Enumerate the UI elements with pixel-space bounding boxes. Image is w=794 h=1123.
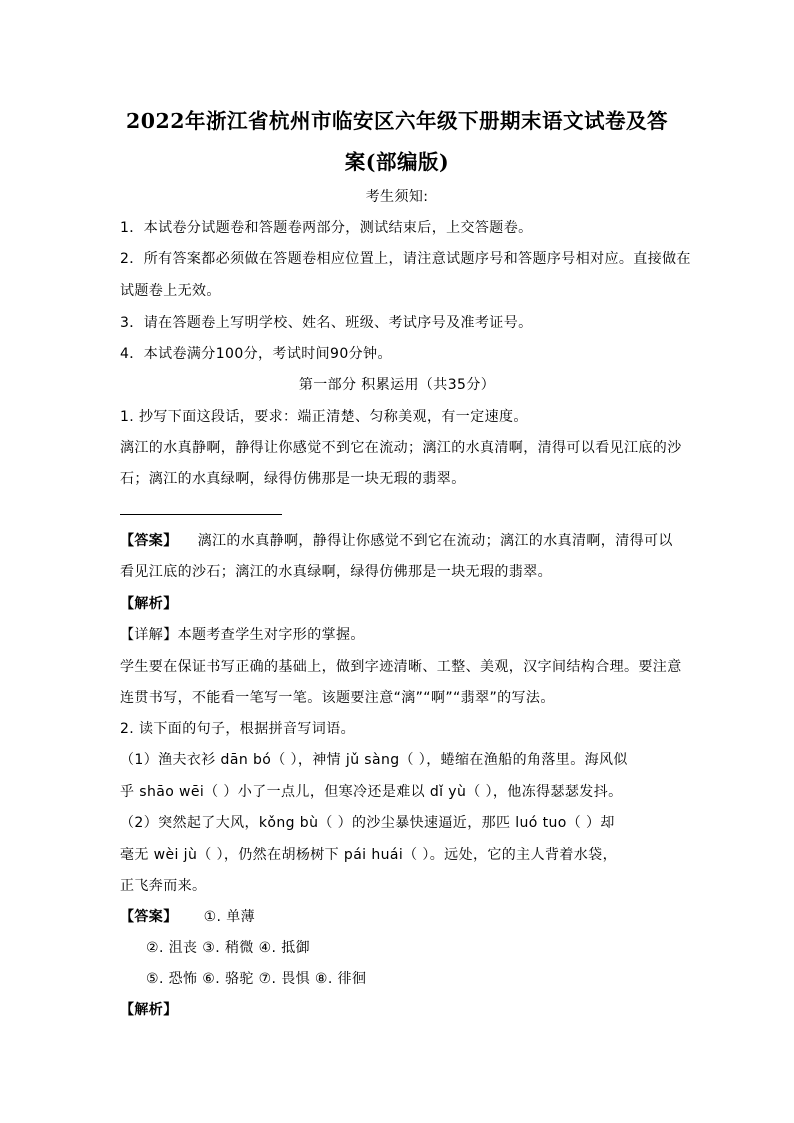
q2-prompt: 2. 读下面的句子，根据拼音写词语。 xyxy=(120,721,356,737)
q2-answer-row: ⑤. 恐怖 ⑥. 骆驼 ⑦. 畏惧 ⑧. 徘徊 xyxy=(146,971,367,987)
q1-detail-text: 学生要在保证书写正确的基础上，做到字迹清晰、工整、美观，汉字间结构合理。要注意 xyxy=(120,659,682,675)
q1-detail-text: 连贯书写，不能看一笔写一笔。该题要注意“漓”“啊”“翡翠”的写法。 xyxy=(120,690,555,706)
q2-analysis-label: 【解析】 xyxy=(120,1002,178,1018)
notice-item: 3．请在答题卷上写明学校、姓名、班级、考试序号及准考证号。 xyxy=(120,315,533,331)
q2-sentence: 乎 shāo wēi（ ）小了一点儿，但寒冷还是难以 dǐ yù（ ），他冻得瑟瑟发抖。 xyxy=(120,784,623,800)
q2-answer-item: ①. 单薄 xyxy=(203,909,256,925)
q1-answer-continued: 看见江底的沙石；漓江的水真绿啊，绿得仿佛那是一块无瑕的翡翠。 xyxy=(120,564,552,580)
q1-analysis-label: 【解析】 xyxy=(120,596,178,612)
answer-writing-line xyxy=(120,514,282,515)
notice-item: 4．本试卷满分100分，考试时间90分钟。 xyxy=(120,346,392,362)
q2-answer xyxy=(120,906,255,926)
q1-passage: 漓江的水真静啊，静得让你感觉不到它在流动；漓江的水真清啊，清得可以看见江底的沙 xyxy=(120,440,682,456)
answer-label: 【答案】 xyxy=(120,909,178,925)
notice-heading: 考生须知: xyxy=(365,189,429,205)
notice-item: 1．本试卷分试题卷和答题卷两部分，测试结束后，上交答题卷。 xyxy=(120,220,533,236)
page-title-continued: 案(部编版) xyxy=(344,150,450,174)
answer-label: 【答案】 xyxy=(120,533,178,549)
q1-passage-continued: 石；漓江的水真绿啊，绿得仿佛那是一块无瑕的翡翠。 xyxy=(120,471,466,487)
page-title: 2022年浙江省杭州市临安区六年级下册期末语文试卷及答 xyxy=(125,109,669,133)
q2-sentence: 正飞奔而来。 xyxy=(120,878,207,894)
q1-detail: 【详解】本题考查学生对字形的掌握。 xyxy=(120,627,365,643)
q2-sentence: 毫无 wèi jù（ ），仍然在胡杨树下 pái huái（ ）。远处，它的主人背着水袋， xyxy=(120,847,617,863)
q2-sentence: （2）突然起了大风，kǒng bù（ ）的沙尘暴快速逼近，那匹 luó tuo（ ）却 xyxy=(120,815,615,831)
q2-sentence: （1）渔夫衣衫 dān bó（ ），神情 jǔ sàng（ ），蜷缩在渔船的角落里。海风似 xyxy=(120,752,628,768)
notice-item: 2．所有答案都必须做在答题卷相应位置上，请注意试题序号和答题序号相对应。直接做在 xyxy=(120,251,691,267)
q2-answer-row: ②. 沮丧 ③. 稍微 ④. 抵御 xyxy=(146,940,311,956)
notice-item-continued: 试题卷上无效。 xyxy=(120,283,221,299)
q1-answer xyxy=(120,530,673,550)
q1-prompt: 1. 抄写下面这段话，要求：端正清楚、匀称美观，有一定速度。 xyxy=(120,409,528,425)
q1-answer-text: 漓江的水真静啊，静得让你感觉不到它在流动；漓江的水真清啊，清得可以 xyxy=(197,533,673,549)
section-heading: 第一部分 积累运用（共35分） xyxy=(298,377,496,393)
